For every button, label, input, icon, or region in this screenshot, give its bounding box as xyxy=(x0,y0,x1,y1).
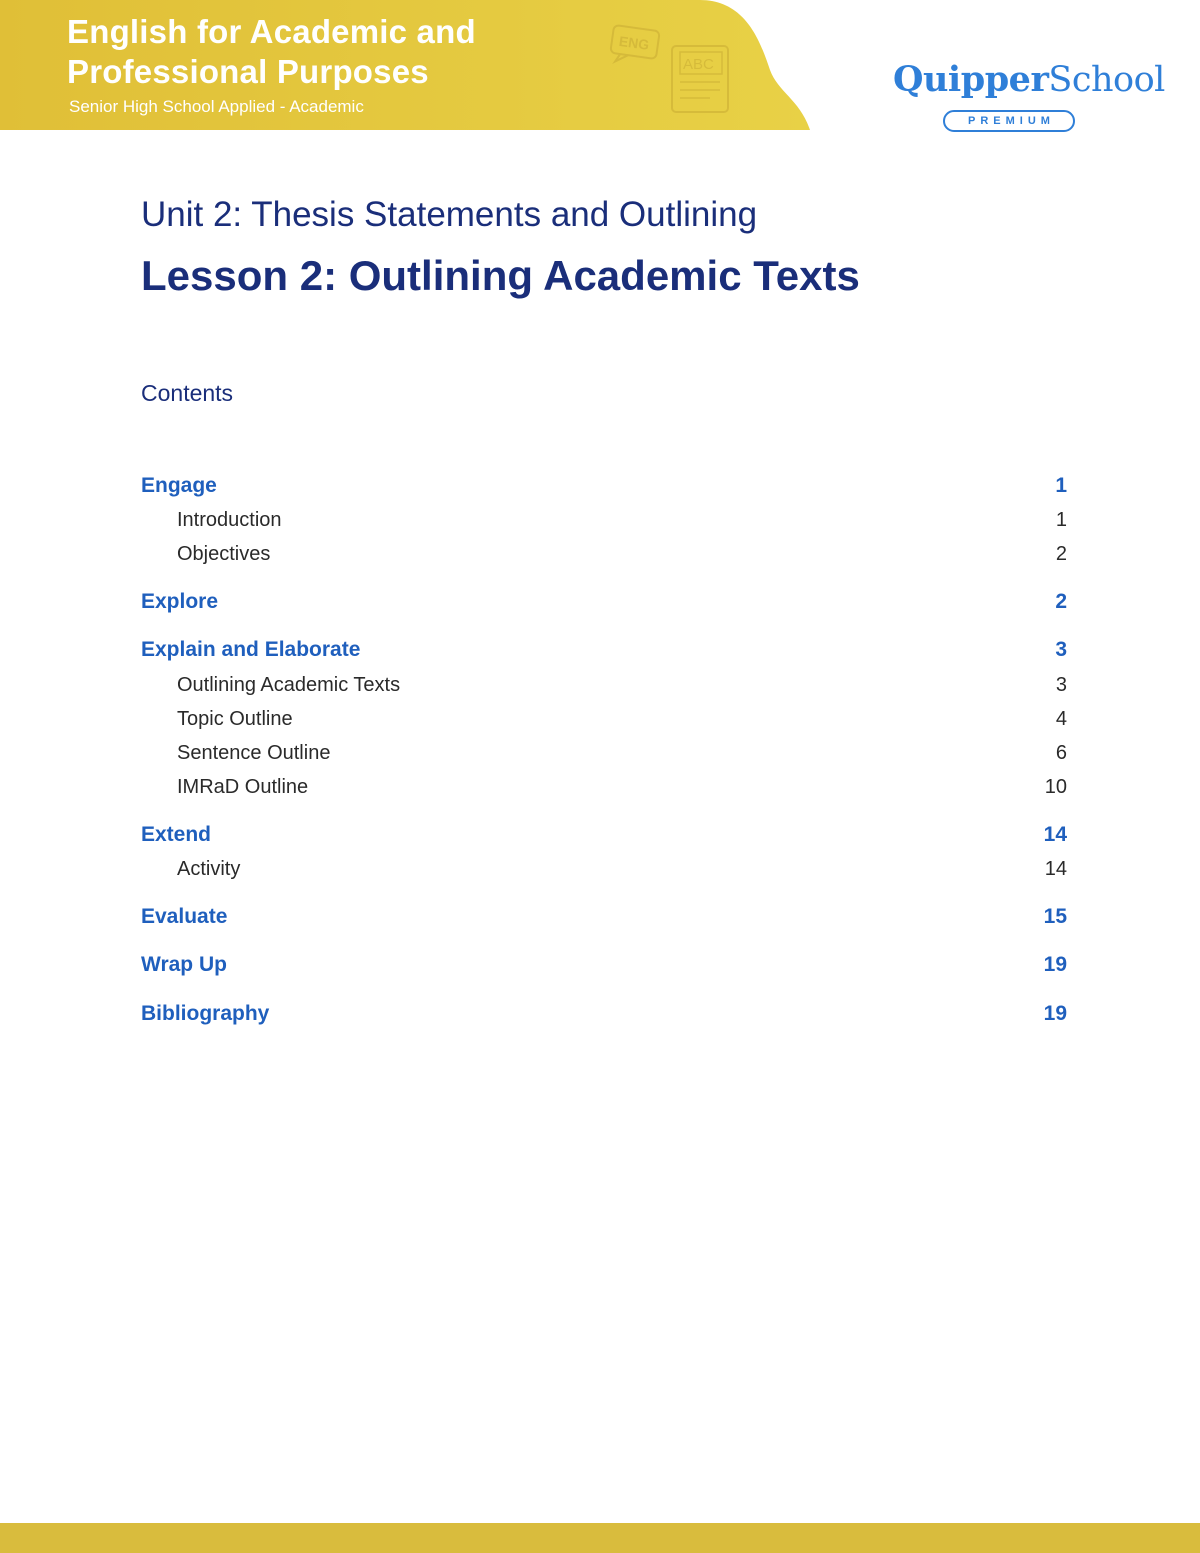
toc-label: Bibliography xyxy=(141,1002,270,1025)
abc-book-text: ABC xyxy=(683,56,714,73)
toc-page-number: 14 xyxy=(1043,823,1067,846)
toc-entry-activity[interactable] xyxy=(141,854,1067,884)
toc-label: Wrap Up xyxy=(141,953,227,976)
toc-entry-engage[interactable] xyxy=(141,471,1067,501)
toc-page-number: 3 xyxy=(1055,674,1067,696)
logo-school: School xyxy=(1048,60,1165,100)
toc-label: IMRaD Outline xyxy=(177,776,309,798)
toc-page-number: 4 xyxy=(1055,708,1067,730)
toc-label: Explain and Elaborate xyxy=(141,638,361,661)
toc-page-number: 3 xyxy=(1055,638,1067,661)
toc-label: Outlining Academic Texts xyxy=(177,674,401,696)
toc-entry-sentence-outline[interactable] xyxy=(141,738,1067,768)
toc-label: Evaluate xyxy=(141,905,228,928)
premium-badge: PREMIUM xyxy=(943,110,1075,132)
toc-entry-explain-and-elaborate[interactable] xyxy=(141,635,1067,665)
logo-quipper: Quipper xyxy=(893,59,1049,100)
toc-page-number: 6 xyxy=(1055,742,1067,764)
toc-entry-outlining-academic-texts[interactable] xyxy=(141,670,1067,700)
header-banner xyxy=(0,0,820,130)
toc-page-number: 2 xyxy=(1055,543,1067,565)
course-title-line2: Professional Purposes xyxy=(67,53,429,90)
footer-bar xyxy=(0,1523,1200,1553)
toc-label: Topic Outline xyxy=(177,708,293,730)
toc-entry-extend[interactable] xyxy=(141,820,1067,850)
toc-label: Activity xyxy=(177,858,241,880)
toc-label: Sentence Outline xyxy=(177,742,331,764)
toc-label: Engage xyxy=(141,474,217,497)
toc-entry-evaluate[interactable] xyxy=(141,902,1067,932)
toc-label: Introduction xyxy=(177,509,282,531)
toc-page-number: 15 xyxy=(1043,905,1067,928)
toc-page-number: 1 xyxy=(1055,509,1067,531)
toc-entry-imrad-outline[interactable] xyxy=(141,772,1067,802)
toc-entry-explore[interactable] xyxy=(141,587,1067,617)
eng-bubble-text: ENG xyxy=(617,32,651,53)
toc-label: Extend xyxy=(141,823,212,846)
toc-page-number: 14 xyxy=(1044,858,1067,880)
toc-entry-introduction[interactable] xyxy=(141,505,1067,535)
toc-page-number: 1 xyxy=(1055,474,1067,497)
toc-page-number: 10 xyxy=(1044,776,1067,798)
logo-wordmark xyxy=(893,58,1165,102)
toc-label: Explore xyxy=(141,590,219,613)
toc-page-number: 19 xyxy=(1043,1002,1067,1025)
course-title xyxy=(67,12,476,92)
contents-heading: Contents xyxy=(141,380,234,406)
toc-entry-topic-outline[interactable] xyxy=(141,704,1067,734)
lesson-title: Lesson 2: Outlining Academic Texts xyxy=(141,252,860,299)
unit-title: Unit 2: Thesis Statements and Outlining xyxy=(141,195,758,234)
toc-entry-wrap-up[interactable] xyxy=(141,950,1067,980)
quipper-school-logo xyxy=(893,58,1165,138)
toc-label: Objectives xyxy=(177,543,271,565)
course-title-line1: English for Academic and xyxy=(67,13,476,50)
toc-entry-bibliography[interactable] xyxy=(141,999,1067,1029)
course-subtitle: Senior High School Applied - Academic xyxy=(69,97,364,116)
toc-entry-objectives[interactable] xyxy=(141,539,1067,569)
toc-page-number: 19 xyxy=(1043,953,1067,976)
toc-page-number: 2 xyxy=(1055,590,1067,613)
